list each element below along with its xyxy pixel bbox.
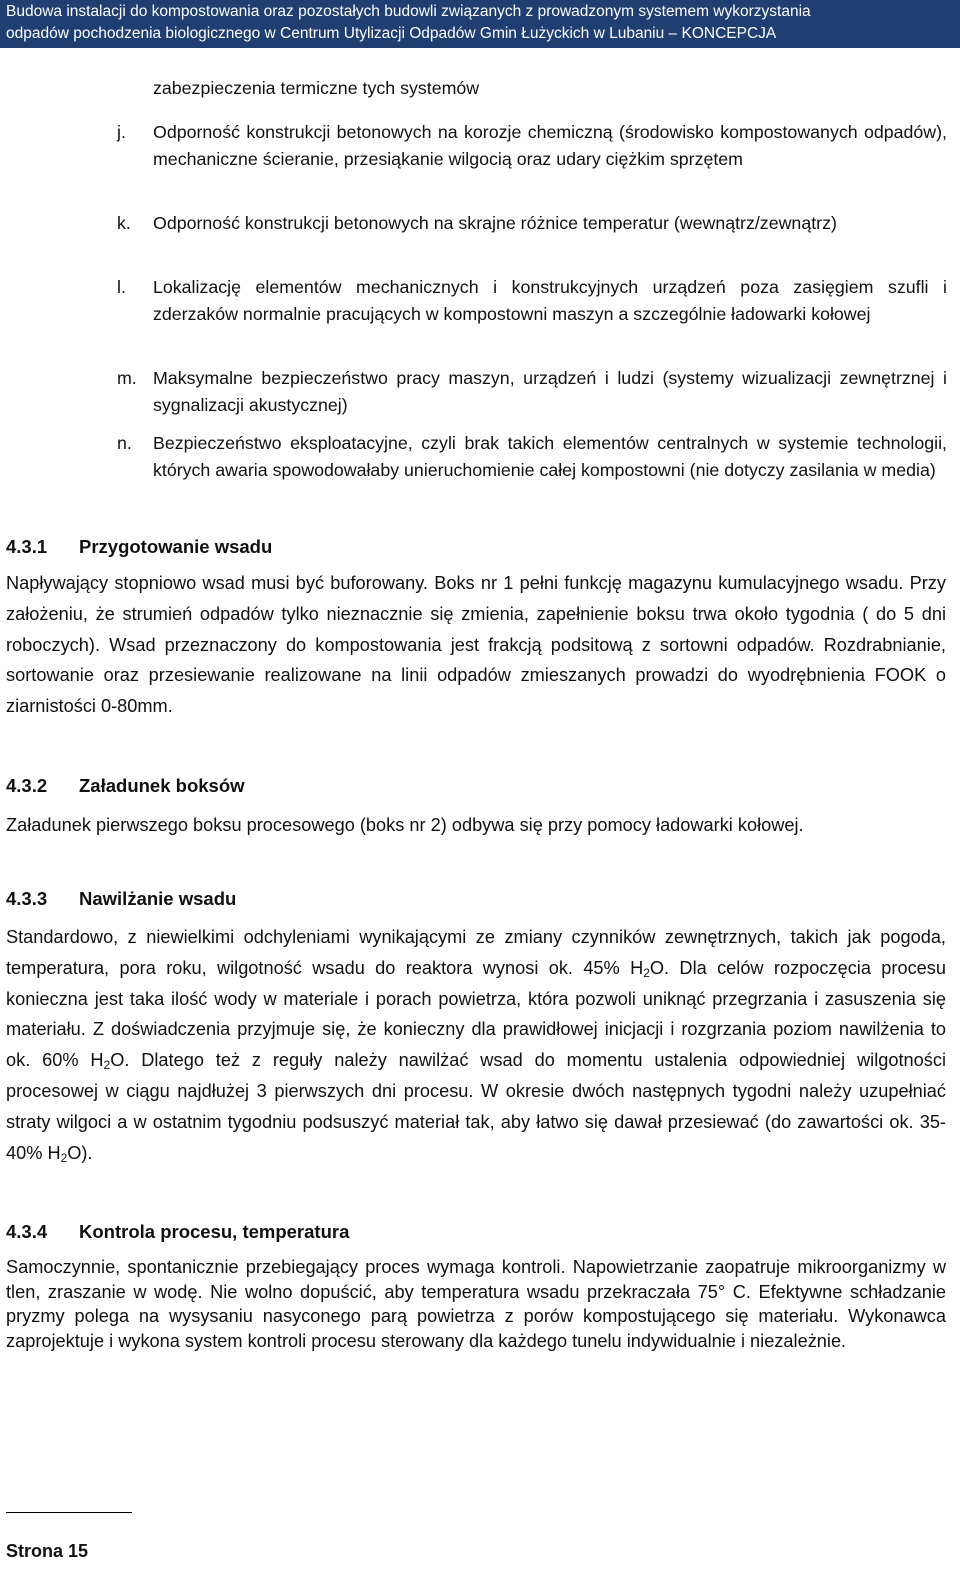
page-number: Strona 15 [6, 1541, 89, 1561]
section-title: Kontrola procesu, temperatura [79, 1221, 350, 1242]
section-heading [6, 887, 236, 911]
section-heading [6, 1220, 349, 1244]
section-title: Nawilżanie wsadu [79, 888, 237, 909]
list-item-text: Bezpieczeństwo eksploatacyjne, czyli brak takich elementów centralnych w systemie technologii, których awaria spowodowałaby unieruchomienie całej kompostowni (nie dotyczy zasilania w media) [153, 433, 947, 480]
list-item-text: Lokalizację elementów mechanicznych i konstrukcyjnych urządzeń poza zasięgiem szufli i zderzaków normalnie pracujących w kompostowni maszyn a szczególnie ładowarki kołowej [153, 277, 947, 324]
list-item-l [117, 274, 947, 327]
list-item-j [117, 119, 947, 172]
section-heading [6, 535, 272, 559]
list-item-n [117, 430, 947, 483]
section-number: 4.3.1 [6, 536, 48, 557]
section-paragraph: Samoczynnie, spontanicznie przebiegający proces wymaga kontroli. Napowietrzanie zaopatruje mikroorganizmy w tlen, zraszanie w wodę. Nie wolno dopuścić, aby temperatura wsadu przekraczała 75° C. Efektywne schładzanie pryzmy polega na wysysaniu nasyconego parą powietrza z porów kompostującego się materiału. Wykonawca zaprojektuje i wykona system kontroli procesu sterowany dla każdego tunelu indywidualnie i niezależnie. [6, 1257, 946, 1351]
list-item-k [117, 210, 947, 237]
list-item-label: k. [117, 213, 131, 233]
section-number: 4.3.2 [6, 775, 48, 796]
section-number: 4.3.3 [6, 888, 48, 909]
list-item-label: n. [117, 433, 132, 453]
list-item-label: l. [117, 277, 126, 297]
header-title-line-1: Budowa instalacji do kompostowania oraz pozostałych budowli związanych z prowadzonym systemem wykorzystania [6, 3, 811, 20]
list-continuation: zabezpieczenia termiczne tych systemów [153, 78, 480, 98]
header-title-line-2: odpadów pochodzenia biologicznego w Centrum Utylizacji Odpadów Gmin Łużyckich w Lubaniu – KONCEPCJA [6, 25, 777, 42]
footer-divider [6, 1512, 132, 1513]
section-paragraph: Napływający stopniowo wsad musi być buforowany. Boks nr 1 pełni funkcję magazynu kumulacyjnego wsadu. Przy założeniu, że strumień odpadów tylko nieznacznie się zmienia, zapełnienie boksu trwa około tygodnia ( do 5 dni roboczych). Wsad przeznaczony do kompostowania jest frakcją podsitową z sortowni odpadów. Rozdrabnianie, sortowanie oraz przesiewanie realizowane na linii odpadów zmieszanych prowadzi do wyodrębnienia FOOK o ziarnistości 0-80mm. [6, 573, 946, 717]
list-item-text: Maksymalne bezpieczeństwo pracy maszyn, urządzeń i ludzi (systemy wizualizacji zewnętrznej i sygnalizacji akustycznej) [153, 368, 947, 415]
section-title: Załadunek boksów [79, 775, 245, 796]
section-title: Przygotowanie wsadu [79, 536, 273, 557]
list-item-m [117, 365, 947, 418]
document-header [0, 0, 960, 48]
section-paragraph: Załadunek pierwszego boksu procesowego (boks nr 2) odbywa się przy pomocy ładowarki kołowej. [6, 815, 804, 835]
section-number: 4.3.4 [6, 1221, 48, 1242]
list-item-text: Odporność konstrukcji betonowych na korozje chemiczną (środowisko kompostowanych odpadów), mechaniczne ścieranie, przesiąkanie wilgocią oraz udary ciężkim sprzętem [153, 122, 947, 169]
list-item-text: Odporność konstrukcji betonowych na skrajne różnice temperatur (wewnątrz/zewnątrz) [153, 213, 837, 233]
list-item-label: m. [117, 368, 137, 388]
section-heading [6, 774, 245, 798]
section-paragraph: Standardowo, z niewielkimi odchyleniami wynikającymi ze zmiany czynników zewnętrznych, takich jak pogoda, temperatura, pora roku, wilgotność wsadu do reaktora wynosi ok. 45% $H_2O$. Dla celów rozpoczęcia procesu konieczna jest taka ilość wody w materiale i porach powietrza, która pozwoli uniknąć przegrzania i zasuszenia się materiału. Z doświadczenia przyjmuje się, że konieczny dla prawidłowej inicjacji i rozgrzania poziom nawilżenia to ok. 60% $H_2O$. Dlatego też z reguły należy nawilżać wsad do momentu ustalenia odpowiedniej wilgotności procesowej w ciągu najdłużej 3 pierwszych dni procesu. W okresie dwóch następnych tygodni należy uzupełniać straty wilgoci a w ostatnim tygodniu podsuszyć materiał tak, aby łatwo się dawał przesiewać (do zawartości ok. 35-40% $H_2O$). [6, 927, 946, 1165]
list-item-label: j. [117, 122, 126, 142]
